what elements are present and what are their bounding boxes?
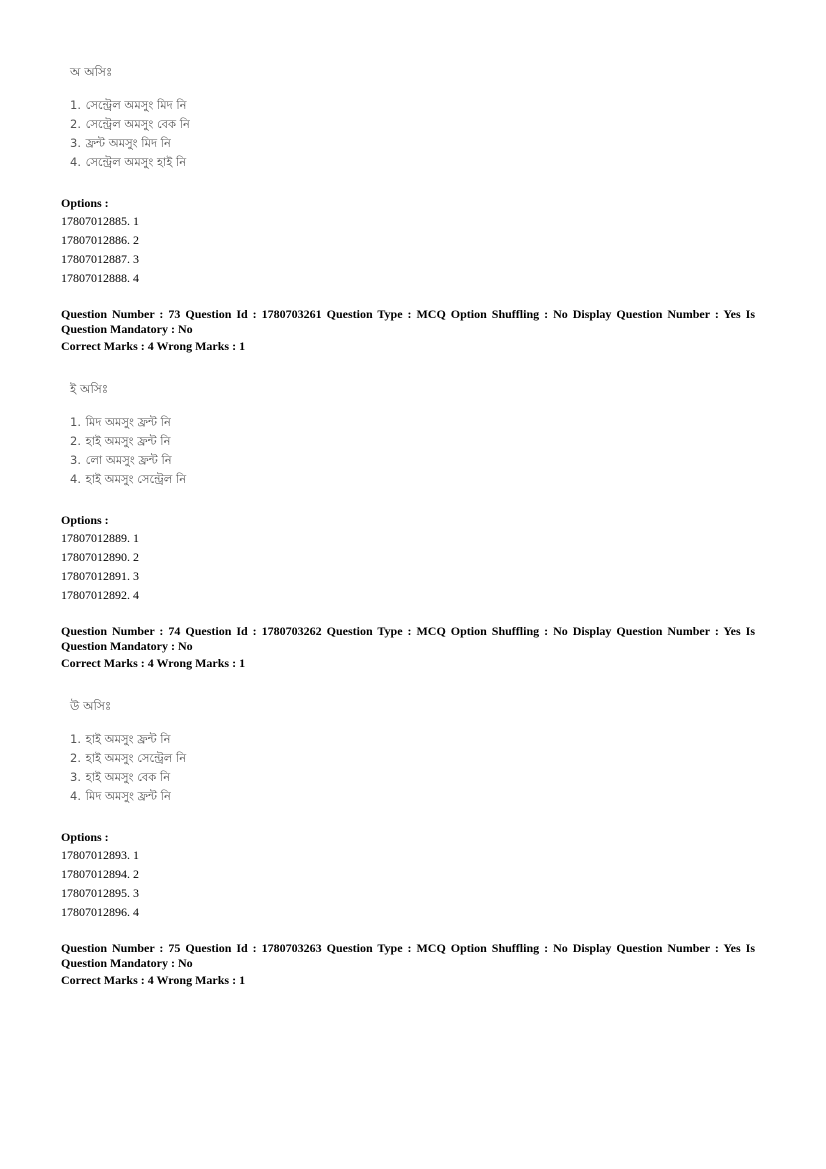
option-id-line: 17807012888. 4 [61, 271, 139, 285]
option-id-line: 17807012889. 1 [61, 531, 139, 545]
question-option: 3. ফ্রন্ট অমসুং মিদ নি [70, 136, 171, 150]
question-option: 4. মিদ অমসুং ফ্রন্ট নি [70, 789, 171, 803]
marks-line: Correct Marks : 4 Wrong Marks : 1 [61, 656, 246, 670]
option-id-line: 17807012891. 3 [61, 569, 139, 583]
option-id-line: 17807012890. 2 [61, 550, 139, 564]
options-heading: Options : [61, 196, 109, 210]
question-meta: Question Number : 75 Question Id : 1780703263 Question Type : MCQ Option Shuffling : No Display Question Number : Yes Is Question Mandatory : No [61, 941, 755, 970]
question-option: 3. লো অমসুং ফ্রন্ট নি [70, 453, 172, 467]
option-id-line: 17807012895. 3 [61, 886, 139, 900]
question-option: 4. হাই অমসুং সেন্ট্রেল নি [70, 472, 187, 486]
marks-line: Correct Marks : 4 Wrong Marks : 1 [61, 339, 246, 353]
question-option: 3. হাই অমসুং বেক নি [70, 770, 171, 784]
question-stem: অ অসিঃ [70, 65, 113, 79]
question-option: 2. হাই অমসুং ফ্রন্ট নি [70, 434, 171, 448]
question-stem: ই অসিঃ [70, 382, 109, 396]
question-option: 1. হাই অমসুং ফ্রন্ট নি [70, 732, 171, 746]
question-option: 2. সেন্ট্রেল অমসুং বেক নি [70, 117, 190, 131]
marks-line: Correct Marks : 4 Wrong Marks : 1 [61, 973, 246, 987]
question-option: 4. সেন্ট্রেল অমসুং হাই নি [70, 155, 187, 169]
question-option-list [70, 730, 270, 806]
option-id-line: 17807012885. 1 [61, 214, 139, 228]
option-id-line: 17807012893. 1 [61, 848, 139, 862]
option-id-line: 17807012892. 4 [61, 588, 139, 602]
question-option: 1. সেন্ট্রেল অমসুং মিদ নি [70, 98, 187, 112]
question-option-list [70, 96, 270, 172]
options-heading: Options : [61, 830, 109, 844]
option-id-line: 17807012886. 2 [61, 233, 139, 247]
question-image-2 [70, 381, 270, 489]
question-meta: Question Number : 74 Question Id : 1780703262 Question Type : MCQ Option Shuffling : No Display Question Number : Yes Is Question Mandatory : No [61, 624, 755, 653]
option-id-line: 17807012887. 3 [61, 252, 139, 266]
option-id-line: 17807012896. 4 [61, 905, 139, 919]
question-meta: Question Number : 73 Question Id : 1780703261 Question Type : MCQ Option Shuffling : No Display Question Number : Yes Is Question Mandatory : No [61, 307, 755, 336]
question-stem: উ অসিঃ [70, 699, 112, 713]
question-option-list [70, 413, 270, 489]
option-id-line: 17807012894. 2 [61, 867, 139, 881]
question-option: 1. মিদ অমসুং ফ্রন্ট নি [70, 415, 171, 429]
question-option: 2. হাই অমসুং সেন্ট্রেল নি [70, 751, 187, 765]
question-image-3 [70, 698, 270, 806]
question-image-1 [70, 64, 270, 172]
options-heading: Options : [61, 513, 109, 527]
